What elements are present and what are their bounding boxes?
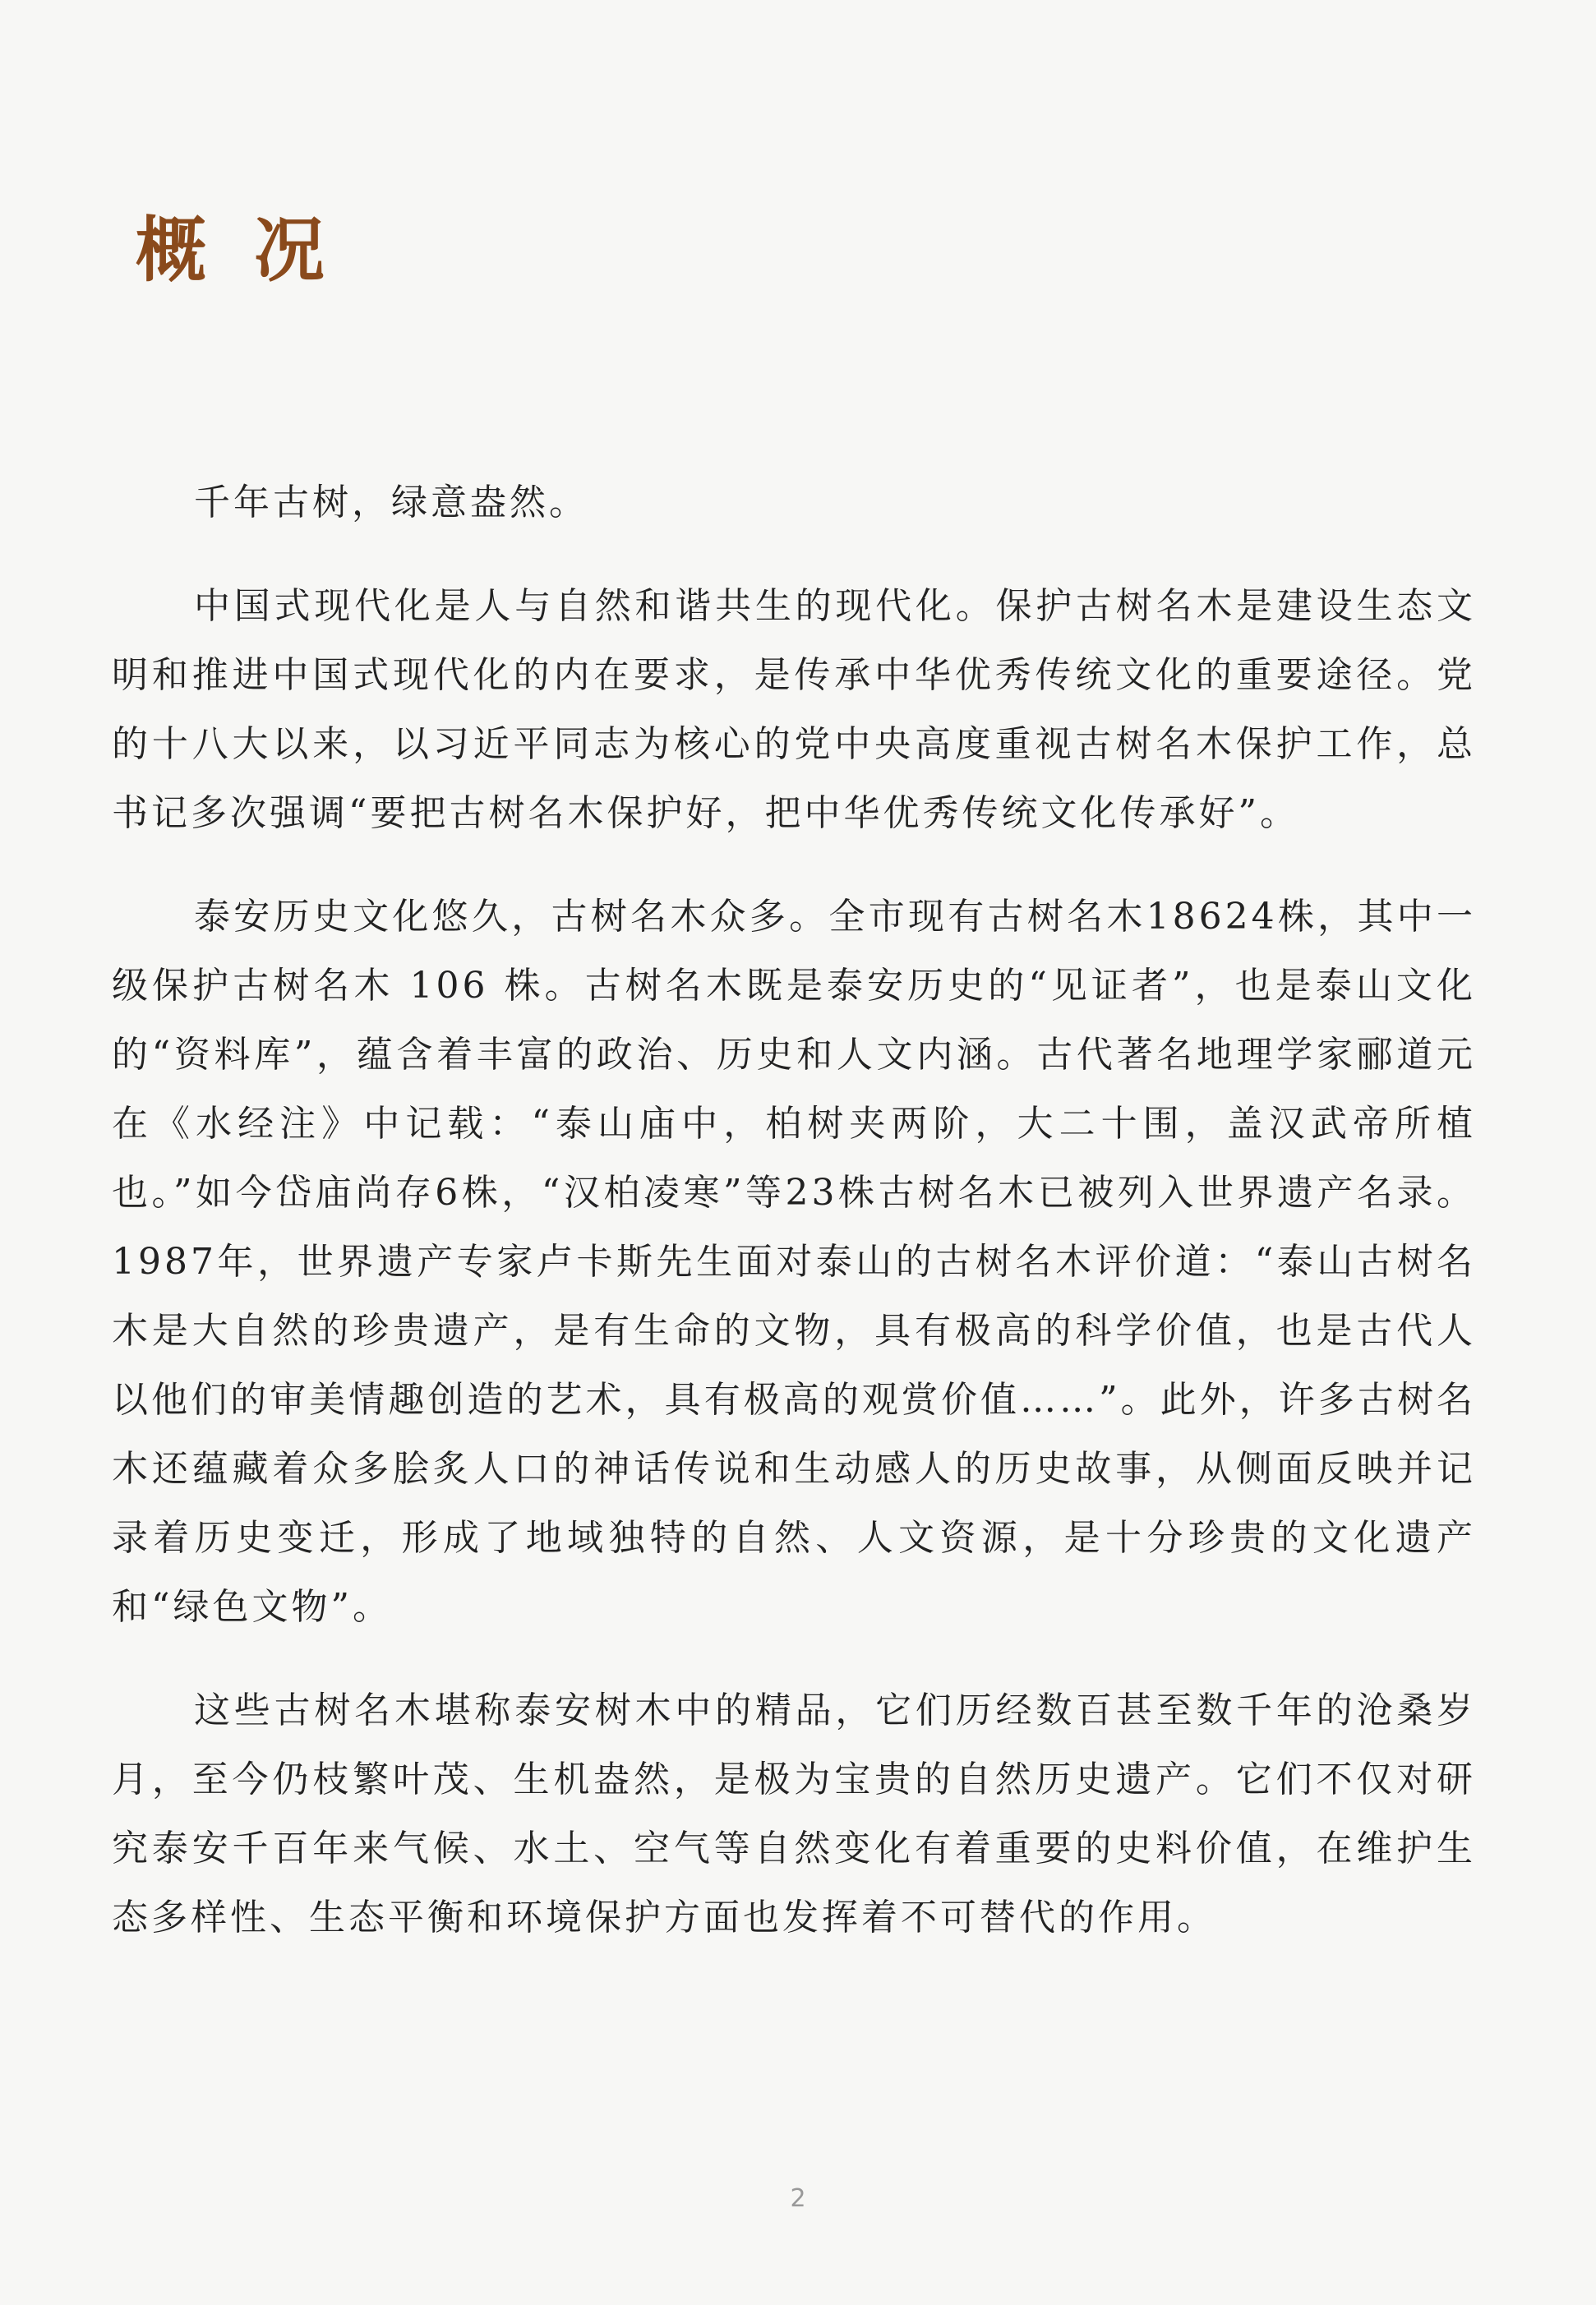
paragraph-history: 泰安历史文化悠久，古树名木众多。全市现有古树名木18624株，其中一级保护古树名木 106 株。古树名木既是泰安历史的“见证者”，也是泰山文化的“资料库”，蕴含着丰富的政治、历史和人文内涵。古代著名地理学家郦道元在《水经注》中记载：“泰山庙中，柏树夹两阶，大二十围，盖汉武帝所植也。”如今岱庙尚存6株，“汉柏凌寒”等23株古树名木已被列入世界遗产名录。1987年，世界遗产专家卢卡斯先生面对泰山的古树名木评价道：“泰山古树名木是大自然的珍贵遗产，是有生命的文物，具有极高的科学价值，也是古代人以他们的审美情趣创造的艺术，具有极高的观赏价值……”。此外，许多古树名木还蕴藏着众多脍炙人口的神话传说和生动感人的历史故事，从侧面反映并记录着历史变迁，形成了地域独特的自然、人文资源，是十分珍贵的文化遗产和“绿色文物”。 bbox=[112, 896, 1476, 1628]
page-number: 2 bbox=[790, 2184, 806, 2213]
paragraph-modernization: 中国式现代化是人与自然和谐共生的现代化。保护古树名木是建设生态文明和推进中国式现代化的内在要求，是传承中华优秀传统文化的重要途径。党的十八大以来，以习近平同志为核心的党中央高度重视古树名木保护工作，总书记多次强调“要把古树名木保护好，把中华优秀传统文化传承好”。 bbox=[112, 585, 1476, 834]
paragraph-intro: 千年古树，绿意盎然。 bbox=[194, 482, 588, 523]
page-title: 概 况 bbox=[136, 210, 336, 292]
body-text bbox=[112, 468, 1476, 1987]
paragraph-value: 这些古树名木堪称泰安树木中的精品，它们历经数百甚至数千年的沧桑岁月，至今仍枝繁叶茂、生机盎然，是极为宝贵的自然历史遗产。它们不仅对研究泰安千百年来气候、水土、空气等自然变化有着重要的史料价值，在维护生态多样性、生态平衡和环境保护方面也发挥着不可替代的作用。 bbox=[112, 1690, 1476, 1939]
